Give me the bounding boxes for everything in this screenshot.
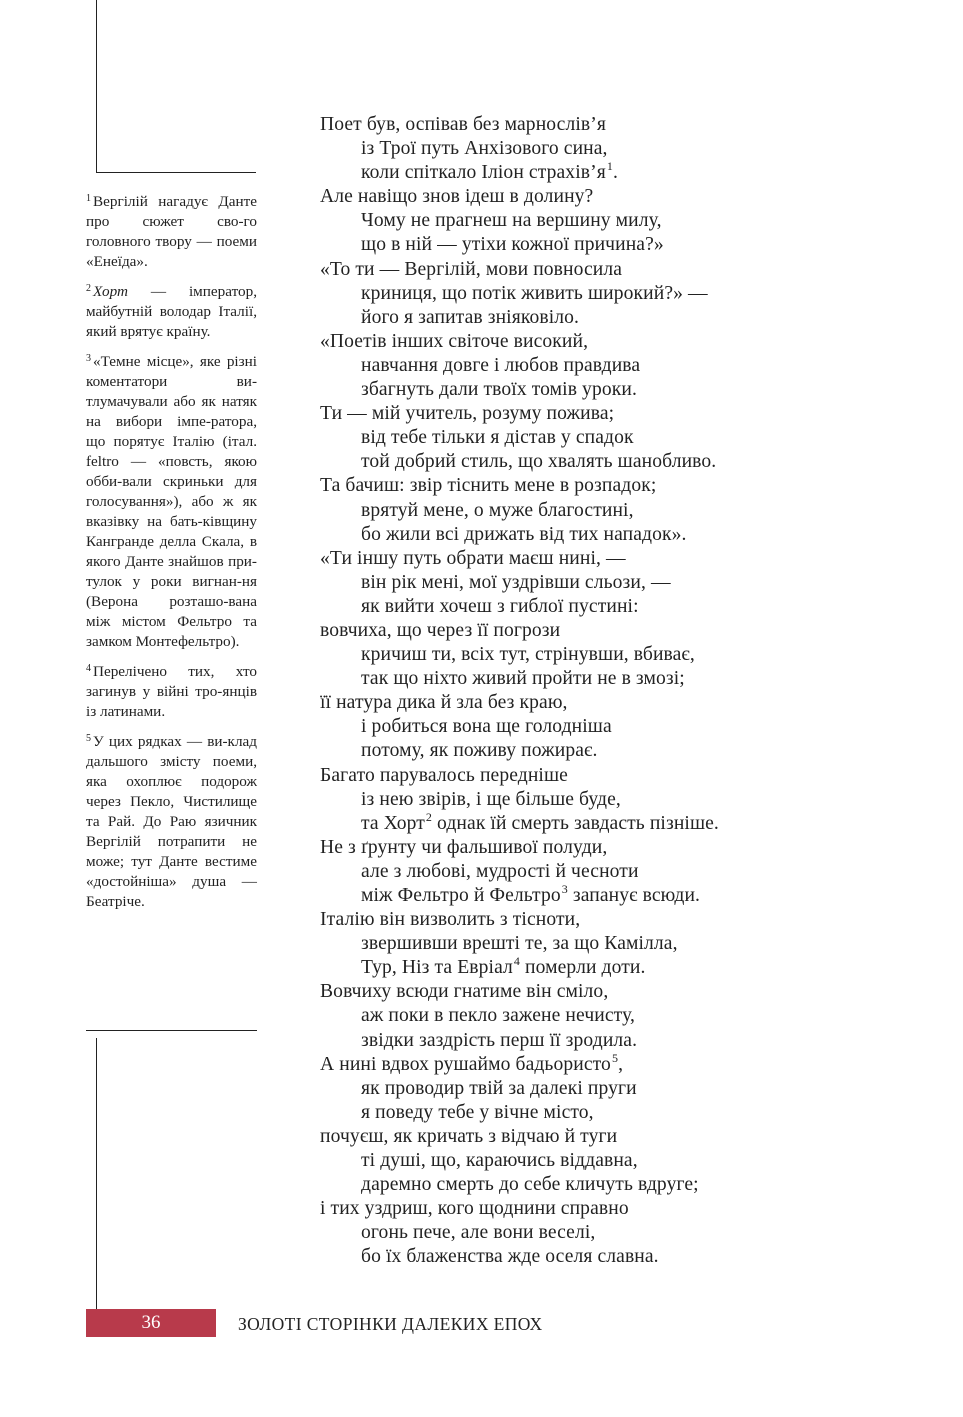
- poem-line-text: врятуй мене, о муже благостині,: [361, 499, 634, 521]
- poem-line: [320, 809, 880, 836]
- poem-line: [320, 619, 880, 643]
- poem-line: [320, 426, 880, 450]
- poem-line-text: від тебе тільки я дістав у спадок: [361, 427, 634, 449]
- poem-line: [320, 1050, 880, 1077]
- poem-line-text: Багато парувалось передніше: [320, 764, 568, 786]
- poem-line-text: між Фельтро й Фельтро: [361, 885, 561, 906]
- poem-line: [320, 258, 880, 282]
- poem-line: [320, 306, 880, 330]
- footnote: [86, 662, 257, 722]
- footnote-text: У цих рядках — ви-клад дальшого змісту поеми, яка охоплює подорож через Пекло, Чистилище та Рай. До Раю язичник Вергілій потрапити не може; тут Данте вестиме «достойніша» душа — Беатріче.: [86, 733, 257, 910]
- poem-line-text: як вийти хочеш з гиблої пустині:: [361, 595, 639, 617]
- poem-line-text: та Хорт: [361, 812, 425, 834]
- footnote-number: 3: [86, 353, 91, 364]
- poem-line: [320, 1173, 880, 1197]
- poem-line: [320, 547, 880, 571]
- poem-line-text: збагнуть дали твоїх томів уроки.: [361, 379, 637, 401]
- footnote: [86, 352, 257, 652]
- poem-line-text: Тур, Ніз та Евріал: [361, 957, 513, 979]
- poem-line-text: він рік мені, мої уздрівши сльози, —: [361, 571, 671, 593]
- poem-line-text: що в ній — утіхи кожної причина?»: [361, 234, 664, 256]
- poem-line-text: бо жили всі дрижать від тих нападок».: [361, 523, 687, 545]
- poem-line-text: його я запитав зніяковіло.: [361, 306, 580, 328]
- poem-line-tail: запанує всюди.: [567, 885, 701, 906]
- poem-line: [320, 836, 880, 860]
- poem-line: [320, 450, 880, 474]
- poem-line-text: «Ти іншу путь обрати маєш нині, —: [320, 547, 626, 569]
- poem-line: [320, 860, 880, 884]
- poem-line: [320, 1077, 880, 1101]
- margin-rule-horizontal-top: [96, 172, 256, 173]
- poem-line: [320, 161, 880, 185]
- poem-line: [320, 1029, 880, 1053]
- margin-rule-horizontal-bottom: [86, 1030, 257, 1031]
- margin-rule-vertical-top: [96, 0, 97, 172]
- poem-line-tail: .: [612, 162, 618, 184]
- poem-line: [320, 788, 880, 812]
- footnote-ref: 2: [425, 809, 433, 824]
- poem-line: [320, 739, 880, 763]
- poem-line: [320, 233, 880, 257]
- poem-line: [320, 956, 880, 980]
- poem-line-text: Чому не прагнеш на вершину милу,: [361, 210, 662, 232]
- poem-line: [320, 474, 880, 498]
- footnote-text: «Темне місце», яке різні коментатори ви-тлумачували або як натяк на вибори імпе-ратора, що порятує Італію (італ. feltro — «повсть, якою обби-вали скриньки для голосування»), або ж як вказівку на бать-ківщину Кангранде делла Скала, в якого Данте знайшов при-тулок у роки вигнан-ня (Верона розташо-вана між містом Фельтро та замком Монтефельтро).: [86, 353, 257, 650]
- poem-line-text: ті душі, що, караючись віддавна,: [361, 1150, 638, 1172]
- poem-line: [320, 1149, 880, 1173]
- poem-line-text: і тих уздриш, кого щоднини справно: [320, 1198, 629, 1220]
- poem-line: [320, 1101, 880, 1125]
- poem-line: [320, 282, 880, 306]
- poem-line: [320, 571, 880, 595]
- poem-text: [320, 113, 880, 1270]
- poem-line-text: кричиш ти, всіх тут, стрінувши, вбиває,: [361, 644, 695, 666]
- poem-line: [320, 691, 880, 715]
- poem-line-text: «То ти — Вергілій, мови повносила: [320, 258, 623, 280]
- footnote-number: 1: [86, 193, 91, 204]
- page-number: 36: [141, 1312, 161, 1333]
- poem-line-text: із Трої путь Анхізового сина,: [361, 138, 608, 160]
- footnote-text: Вергілій нагадує Данте про сюжет сво-го головного твору — поеми «Енеїда».: [86, 193, 257, 270]
- poem-line-text: вовчиха, що через її погрози: [320, 619, 561, 641]
- footnote-ref: 4: [513, 954, 521, 969]
- running-title: ЗОЛОТІ СТОРІНКИ ДАЛЕКИХ ЕПОХ: [238, 1314, 543, 1334]
- poem-line: [320, 908, 880, 932]
- poem-line-text: звершивши врешті те, за що Камілла,: [361, 933, 678, 955]
- poem-line-text: і робиться вона ще голодніша: [361, 716, 612, 738]
- footnote-ref: 3: [561, 882, 568, 896]
- footnote: [86, 732, 257, 912]
- footnote: [86, 192, 257, 272]
- poem-line-text: даремно смерть до себе кличуть вдруге;: [361, 1174, 699, 1196]
- poem-line: [320, 643, 880, 667]
- footnote-ref: 5: [611, 1050, 619, 1065]
- poem-line-text: Та бачиш: звір тіснить мене в розпадок;: [320, 475, 657, 497]
- poem-line: [320, 595, 880, 619]
- poem-line-text: Італію він визволить з тісноти,: [320, 909, 581, 931]
- poem-line-text: той добрий стиль, що хвалять шанобливо.: [361, 451, 717, 473]
- page-number-badge: [86, 1309, 216, 1337]
- poem-line-text: Поет був, оспівав без марнослів’я: [320, 114, 606, 135]
- poem-line-text: почуєш, як кричать з відчаю й туги: [320, 1125, 618, 1147]
- poem-line-tail: померли доти.: [520, 957, 646, 979]
- poem-line: [320, 1197, 880, 1221]
- poem-line: [320, 523, 880, 547]
- poem-line-text: із нею звірів, і ще більше буде,: [361, 788, 621, 810]
- poem-line: [320, 1125, 880, 1149]
- poem-line-text: потому, як поживу пожирає.: [361, 740, 598, 762]
- poem-line-text: «Поетів інших світоче високий,: [320, 330, 589, 352]
- poem-line-tail: ,: [618, 1053, 624, 1075]
- poem-line-text: Але навіщо знов ідеш в долину?: [320, 186, 594, 208]
- poem-line-tail: однак їй смерть завдасть пізніше.: [432, 812, 719, 834]
- poem-line-text: навчання довге і любов правдива: [361, 354, 641, 376]
- poem-line: [320, 330, 880, 354]
- footnote-number: 2: [86, 283, 91, 294]
- poem-line: [320, 354, 880, 378]
- poem-line: [320, 764, 880, 788]
- poem-line-text: як проводир твій за далекі пруги: [361, 1077, 637, 1099]
- poem-line: [320, 932, 880, 956]
- poem-line: [320, 1245, 880, 1269]
- poem-line-text: огонь пече, але вони веселі,: [361, 1222, 596, 1244]
- poem-line: [320, 715, 880, 739]
- poem-line-text: аж поки в пекло зажене нечисту,: [361, 1005, 636, 1027]
- poem-line-text: коли спіткало Іліон страхів’я: [361, 162, 606, 184]
- poem-line-text: я поведу тебе у вічне місто,: [361, 1101, 594, 1123]
- poem-line: [320, 185, 880, 209]
- footnote: [86, 282, 257, 342]
- poem-line: [320, 667, 880, 691]
- footnote-number: 5: [86, 733, 91, 744]
- poem-line-text: так що ніхто живий пройти не в змозі;: [361, 668, 685, 690]
- poem-line: [320, 402, 880, 426]
- poem-line: [320, 980, 880, 1004]
- poem-line: [320, 113, 880, 137]
- poem-line-text: її натура дика й зла без краю,: [320, 692, 568, 714]
- poem-line-text: Вовчиху всюди гнатиме він сміло,: [320, 981, 609, 1003]
- footnote-text: Перелічено тих, хто загинув у війні тро-янців із латинами.: [86, 663, 257, 720]
- poem-line: [320, 884, 880, 908]
- footnote-text: — імператор, майбутній володар Італії, який врятує країну.: [86, 283, 257, 340]
- poem-line: [320, 137, 880, 161]
- poem-line-text: Не з ґрунту чи фальшивої полуди,: [320, 836, 608, 858]
- poem-line: [320, 1004, 880, 1028]
- margin-rule-vertical-bottom: [96, 1038, 97, 1309]
- footnotes-column: [86, 192, 257, 922]
- poem-line-text: бо їх блаженства жде оселя славна.: [361, 1246, 659, 1268]
- footnote-ref: 1: [606, 159, 613, 174]
- poem-line-text: А нині вдвох рушаймо бадьористо: [320, 1053, 611, 1075]
- poem-line-text: але з любові, мудрості й чесноти: [361, 860, 639, 882]
- footnote-term: Хорт: [93, 283, 128, 300]
- poem-line-text: Ти — мій учитель, розуму пожива;: [320, 403, 615, 425]
- footnote-number: 4: [86, 663, 91, 674]
- poem-line: [320, 499, 880, 523]
- poem-line: [320, 1221, 880, 1245]
- poem-line: [320, 209, 880, 233]
- poem-line-text: звідки заздрість перш її зродила.: [361, 1029, 638, 1051]
- poem-line-text: криниця, що потік живить широкий?» —: [361, 282, 708, 304]
- poem-line: [320, 378, 880, 402]
